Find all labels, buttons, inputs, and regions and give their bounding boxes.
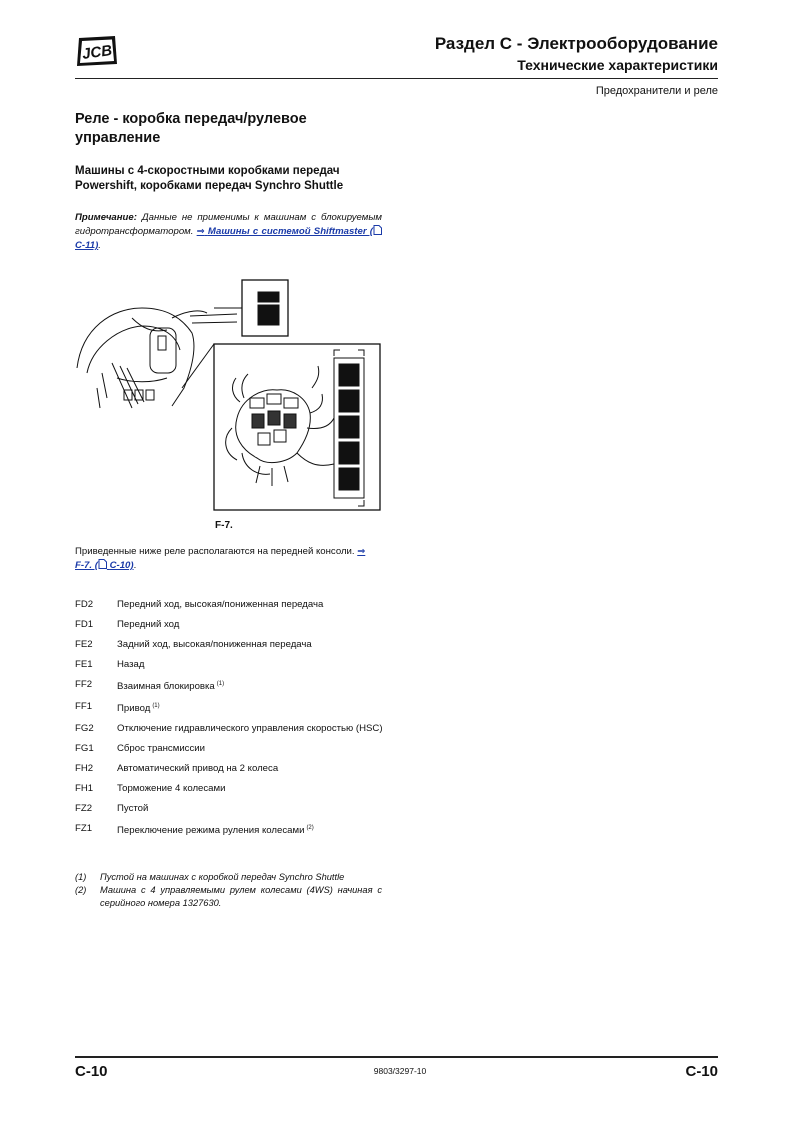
relay-row [75, 678, 395, 693]
relay-list [75, 598, 395, 845]
relay-description-text: Задний ход, высокая/пониженная передача [117, 639, 312, 650]
jcb-logo [75, 34, 119, 68]
section-subtitle: Технические характеристики [517, 57, 718, 73]
link-page: C-10) [109, 560, 134, 571]
relay-description [117, 618, 395, 631]
relay-row [75, 658, 395, 671]
relay-description-text: Автоматический привод на 2 колеса [117, 763, 279, 775]
relay-description-text: Привод [117, 703, 151, 715]
relay-code: FE1 [75, 659, 93, 670]
relay-row [75, 722, 395, 735]
intro-paragraph: Приведенные ниже реле располагаются на передней консоли. ⇒ F-7. ( C-10). [75, 546, 366, 571]
page-icon [373, 225, 382, 235]
relay-description-text: Взаимная блокировка [117, 681, 215, 693]
section-title: Раздел C - Электрооборудование [434, 34, 718, 53]
footnote-ref: (1) [152, 703, 160, 710]
arrow-right-icon: ⇒ [357, 546, 366, 557]
relay-description-text: Переключение режима руления колесами [117, 825, 305, 837]
document-number: 9803/3297-10 [373, 1066, 427, 1076]
footnote-number: (1) [75, 872, 87, 882]
note-paragraph: Примечание: Данные не применимы к машинам с блокируемым гидротрансформатором. ⇒ Машины с системой Shiftmaster ( C-11). [75, 212, 382, 251]
relay-description [117, 722, 395, 735]
relay-row [75, 618, 395, 631]
relay-code: FZ2 [75, 803, 93, 815]
footnote-text: Пустой на машинах с коробкой передач Synchro Shuttle [100, 872, 345, 882]
relay-description-text: Торможение 4 колесами [117, 783, 226, 795]
relay-description [117, 762, 395, 775]
footnote [75, 871, 382, 884]
relay-code: FD1 [75, 619, 94, 630]
relay-description-text: Сброс трансмиссии [117, 743, 205, 755]
relay-description-text: Отключение гидравлического управления скоростью (HSC) [117, 723, 383, 735]
page-icon [98, 559, 107, 569]
footer-divider [75, 1056, 718, 1058]
footnotes [75, 871, 382, 910]
link-text: Машины с системой Shiftmaster ( [207, 226, 373, 237]
relay-code: FF1 [75, 701, 93, 713]
relay-description [117, 678, 395, 693]
relay-description-text: Передний ход [117, 619, 180, 630]
relay-location-figure [72, 278, 392, 518]
relay-row [75, 802, 395, 815]
footnote-ref: (1) [216, 681, 225, 687]
relay-description [117, 658, 395, 671]
relay-description-text: Пустой [117, 803, 149, 815]
footnote [75, 884, 382, 910]
relay-code: FG1 [75, 743, 94, 755]
svg-text:JCB: JCB [81, 41, 114, 64]
relay-row [75, 638, 395, 651]
note-label: Примечание: [75, 212, 137, 223]
relay-description [117, 700, 395, 715]
relay-description-text: Назад [117, 659, 145, 670]
subheading: Машины с 4-скоростными коробками передач Powershift, коробками передач Synchro Shuttle [75, 165, 344, 192]
footnote-ref: (2) [306, 825, 314, 832]
intro-text: Приведенные ниже реле располагаются на передней консоли. [75, 546, 355, 557]
relay-description [117, 782, 395, 795]
header-divider [75, 78, 718, 79]
relay-description-text: Передний ход, высокая/пониженная передача [117, 599, 324, 610]
relay-code: FH1 [75, 783, 94, 795]
relay-description [117, 742, 395, 755]
figure-caption: F-7. [215, 520, 233, 531]
page-number-right: C-10 [685, 1063, 718, 1080]
header-topic: Предохранители и реле [595, 85, 718, 97]
relay-code: FE2 [75, 639, 93, 650]
note-text: Данные не применимы к машинам с блокируемым гидротрансформатором. [75, 212, 382, 237]
relay-code: FD2 [75, 599, 94, 610]
relay-row [75, 598, 395, 611]
relay-code: FG2 [75, 723, 94, 735]
link-page: C-11) [75, 240, 99, 251]
footnote-text: Машина с 4 управляемыми рулем колесами (4WS) начиная с серийного номера 1327630. [100, 885, 382, 908]
page-title: Реле - коробка передач/рулевое управление [75, 111, 307, 146]
relay-description [117, 598, 395, 611]
relay-code: FF2 [75, 679, 93, 690]
link-text: F-7. ( [75, 560, 98, 571]
relay-code: FH2 [75, 763, 94, 775]
relay-description [117, 822, 395, 837]
arrow-right-icon: ⇒ [196, 226, 205, 237]
relay-row [75, 742, 395, 755]
footnote-number: (2) [75, 885, 87, 895]
relay-row [75, 822, 395, 837]
relay-description [117, 638, 395, 651]
relay-row [75, 782, 395, 795]
relay-row [75, 762, 395, 775]
relay-description [117, 802, 395, 815]
page-number-left: C-10 [75, 1063, 108, 1080]
relay-code: FZ1 [75, 823, 93, 835]
relay-row [75, 700, 395, 715]
